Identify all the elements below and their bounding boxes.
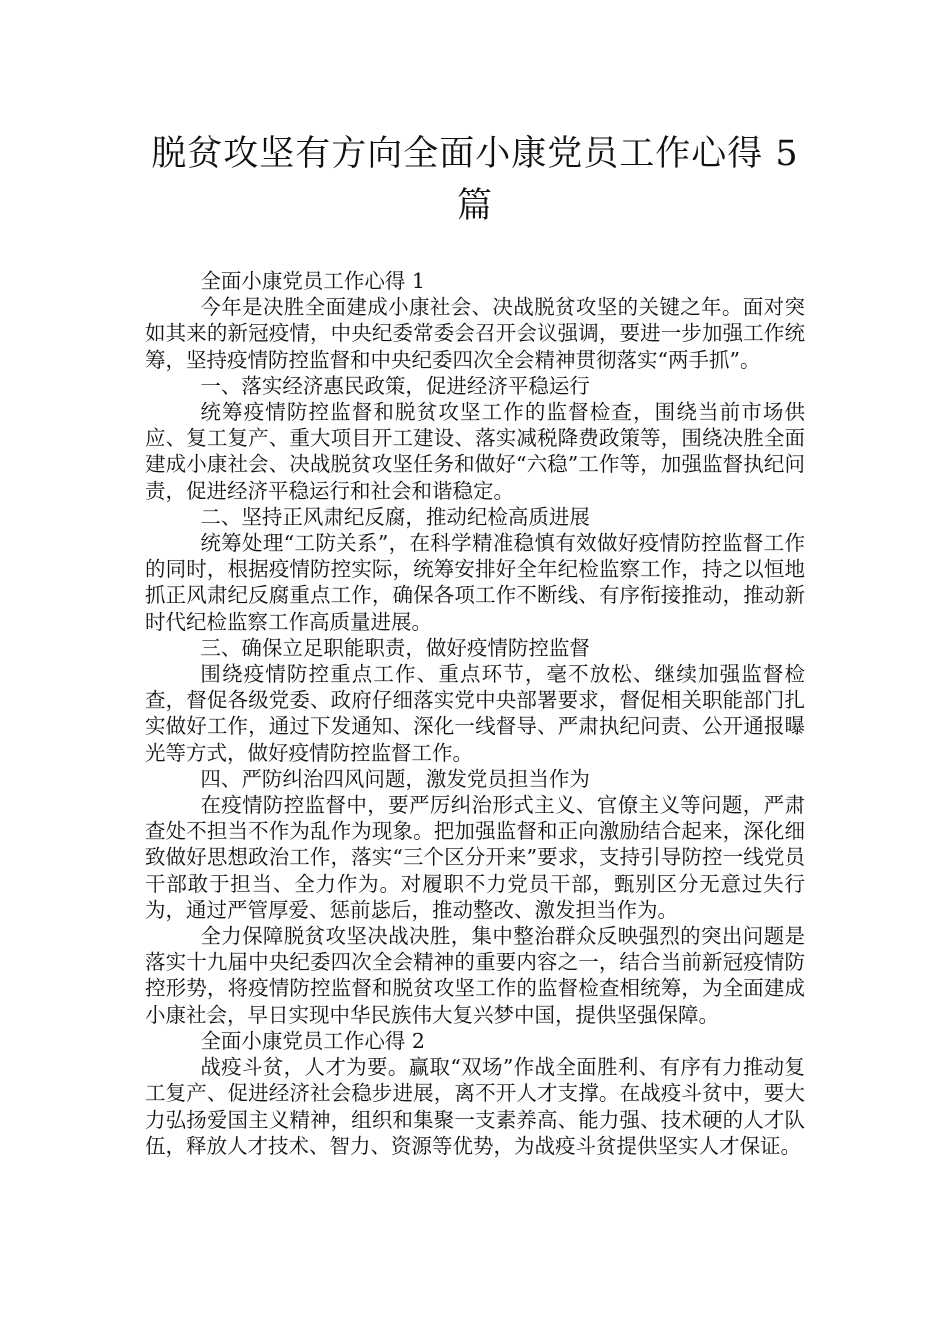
subheading: 二、坚持正风肃纪反腐，推动纪检高质进展: [200, 504, 590, 529]
paragraph: 全力保障脱贫攻坚决战决胜，集中整治群众反映强烈的突出问题是落实十九届中央纪委四次全会精神的重要内容之一，结合当前新冠疫情防控形势，将疫情防控监督和脱贫攻坚工作的监督检查相统筹，为全面建成小康社会，早日实现中华民族伟大复兴梦中国，提供坚强保障。: [145, 924, 805, 1027]
section-heading-1: 全面小康党员工作心得 1: [200, 269, 425, 293]
paragraph: 今年是决胜全面建成小康社会、决战脱贫攻坚的关键之年。面对突如其来的新冠疫情，中央纪委常委会召开会议强调，要进一步加强工作统筹，坚持疫情防控监督和中央纪委四次全会精神贯彻落实“两手抓”。: [145, 295, 805, 372]
paragraph: 在疫情防控监督中，要严厉纠治形式主义、官僚主义等问题，严肃查处不担当不作为乱作为现象。把加强监督和正向激励结合起来，深化细致做好思想政治工作，落实“三个区分开来”要求，支持引导防控一线党员干部敢于担当、全力作为。对履职不力党员干部，甄别区分无意过失行为，通过严管厚爱、惩前毖后，推动整改、激发担当作为。: [145, 793, 805, 922]
paragraph: 围绕疫情防控重点工作、重点环节，毫不放松、继续加强监督检查，督促各级党委、政府仔细落实党中央部署要求，督促相关职能部门扎实做好工作，通过下发通知、深化一线督导、严肃执纪问责、公开通报曝光等方式，做好疫情防控监督工作。: [145, 662, 805, 765]
document-body: [145, 268, 805, 1159]
document-title: 脱贫攻坚有方向全面小康党员工作心得 5 篇: [151, 134, 799, 226]
paragraph: 战疫斗贫，人才为要。赢取“双场”作战全面胜利、有序有力推动复工复产、促进经济社会稳步进展，离不开人才支撑。在战疫斗贫中，要大力弘扬爱国主义精神，组织和集聚一支素养高、能力强、技术硬的人才队伍，释放人才技术、智力、资源等优势，为战疫斗贫提供坚实人才保证。: [145, 1055, 805, 1158]
subheading: 三、确保立足职能职责，做好疫情防控监督: [200, 635, 590, 660]
section-heading-2: 全面小康党员工作心得 2: [200, 1028, 425, 1053]
subheading: 一、落实经济惠民政策，促进经济平稳运行: [200, 373, 590, 398]
paragraph: 统筹疫情防控监督和脱贫攻坚工作的监督检查，围绕当前市场供应、复工复产、重大项目开工建设、落实减税降费政策等，围绕决胜全面建成小康社会、决战脱贫攻坚任务和做好“六稳”工作等，加强监督执纪问责，促进经济平稳运行和社会和谐稳定。: [145, 400, 805, 503]
paragraph: 统筹处理“工防关系”，在科学精准稳慎有效做好疫情防控监督工作的同时，根据疫情防控实际，统筹安排好全年纪检监察工作，持之以恒地抓正风肃纪反腐重点工作，确保各项工作不断线、有序衔接推动，推动新时代纪检监察工作高质量进展。: [145, 531, 805, 634]
subheading: 四、严防纠治四风问题，激发党员担当作为: [200, 766, 590, 791]
